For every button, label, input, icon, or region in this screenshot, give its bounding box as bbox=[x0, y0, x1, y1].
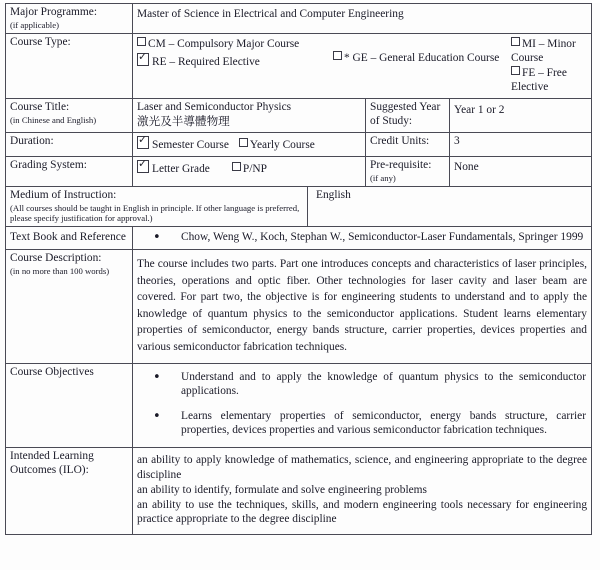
credit-units-label: Credit Units: bbox=[366, 132, 450, 156]
grading-option-letter-grade-label: Letter Grade bbox=[152, 162, 210, 175]
checkbox-unchecked-icon[interactable] bbox=[511, 66, 520, 75]
course-description-value: The course includes two parts. Part one introduces concepts and characteristics of laser principles, theories, operations and optic fiber. Other technologies for laser cavity and laser beam are covered. For part two, the objective is for engineering students to understand and to apply the knowledge of quantum physics to the semiconductor applications. Student learns elementary properties of semiconductor, energy bands structure, carrier properties, devices properties and various semiconductor fabrication techniques. bbox=[133, 250, 592, 364]
course-type-option-ge[interactable] bbox=[333, 51, 511, 66]
course-title-sublabel: (in Chinese and English) bbox=[10, 114, 97, 125]
course-type-options-cell bbox=[133, 34, 592, 99]
medium-of-instruction-label: Medium of Instruction: bbox=[10, 188, 117, 201]
credit-units-value: 3 bbox=[450, 132, 592, 156]
table-row-grading-system bbox=[6, 156, 592, 186]
course-type-option-mi[interactable] bbox=[511, 37, 589, 66]
prerequisite-sublabel: (if any) bbox=[370, 172, 396, 183]
checkbox-checked-icon[interactable] bbox=[137, 136, 149, 149]
course-title-value-english: Laser and Semiconductor Physics bbox=[137, 100, 292, 113]
major-programme-sublabel: (if applicable) bbox=[10, 19, 59, 30]
course-objectives-value-cell bbox=[133, 364, 592, 448]
course-type-label-cell bbox=[6, 34, 133, 99]
checkbox-checked-icon[interactable] bbox=[137, 53, 149, 66]
course-description-label: Course Description: bbox=[10, 252, 102, 265]
course-outline-form bbox=[5, 3, 592, 535]
text-book-list bbox=[137, 231, 586, 245]
ilo-item: an ability to apply knowledge of mathematics, science, and engineering appropriate to the degree discipline bbox=[137, 454, 588, 481]
course-objectives-label: Course Objectives bbox=[6, 364, 133, 448]
medium-of-instruction-value: English bbox=[308, 186, 592, 226]
ilo-item: an ability to identify, formulate and solve engineering problems bbox=[137, 483, 427, 496]
course-title-label: Course Title: bbox=[10, 100, 70, 113]
duration-option-semester-label: Semester Course bbox=[152, 138, 229, 151]
duration-option-semester[interactable] bbox=[137, 139, 229, 151]
table-row-course-objectives bbox=[6, 364, 592, 448]
grading-option-pnp[interactable] bbox=[232, 163, 267, 175]
course-title-value-chinese: 激光及半導體物理 bbox=[137, 114, 230, 128]
course-title-value-cell bbox=[133, 98, 366, 132]
checkbox-unchecked-icon[interactable] bbox=[511, 37, 520, 46]
table-row-medium-of-instruction bbox=[6, 186, 592, 226]
duration-options-cell bbox=[133, 132, 366, 156]
checkbox-checked-icon[interactable] bbox=[137, 160, 149, 173]
checkbox-unchecked-icon[interactable] bbox=[137, 37, 146, 46]
course-syllabus-document bbox=[0, 3, 600, 570]
grading-option-letter-grade[interactable] bbox=[137, 163, 210, 175]
suggested-year-label: Suggested Year of Study: bbox=[366, 98, 450, 132]
course-type-label: Course Type: bbox=[10, 36, 71, 49]
duration-option-yearly[interactable] bbox=[239, 139, 315, 151]
prerequisite-label-cell bbox=[366, 156, 450, 186]
ilo-value-cell bbox=[133, 448, 592, 535]
checkbox-unchecked-icon[interactable] bbox=[333, 51, 342, 60]
course-type-option-cm[interactable] bbox=[137, 37, 333, 52]
table-row-duration bbox=[6, 132, 592, 156]
course-title-label-cell bbox=[6, 98, 133, 132]
table-row-major-programme bbox=[6, 4, 592, 34]
course-description-sublabel: (in no more than 100 words) bbox=[10, 266, 110, 277]
course-type-option-fe[interactable] bbox=[511, 66, 589, 95]
duration-label: Duration: bbox=[6, 132, 133, 156]
list-item: • Understand and to apply the knowledge of quantum physics to the semiconductor applications. bbox=[153, 371, 586, 399]
prerequisite-value: None bbox=[450, 156, 592, 186]
table-row-course-description bbox=[6, 250, 592, 364]
medium-of-instruction-label-cell bbox=[6, 186, 308, 226]
course-type-option-cm-label: CM – Compulsory Major Course bbox=[148, 38, 300, 51]
medium-of-instruction-sublabel: (All courses should be taught in English in principle. If other language is preferred, please specify justification for approval.) bbox=[10, 202, 300, 224]
course-type-option-re-label: RE – Required Elective bbox=[152, 56, 260, 69]
duration-option-yearly-label: Yearly Course bbox=[249, 138, 315, 151]
course-type-option-re[interactable] bbox=[137, 53, 333, 70]
course-type-option-ge-label: * GE – General Education Course bbox=[344, 52, 500, 65]
major-programme-label-cell bbox=[6, 4, 133, 34]
ilo-label: Intended Learning Outcomes (ILO): bbox=[6, 448, 133, 535]
table-row-text-book bbox=[6, 227, 592, 250]
list-item: • Chow, Weng W., Koch, Stephan W., Semiconductor-Laser Fundamentals, Springer 1999 bbox=[153, 231, 586, 245]
ilo-item: an ability to use the techniques, skills, and modern engineering tools necessary for engineering practice appropriate to the degree discipline bbox=[137, 498, 588, 526]
major-programme-value: Master of Science in Electrical and Computer Engineering bbox=[133, 4, 592, 34]
table-row-course-title bbox=[6, 98, 592, 132]
table-row-course-type bbox=[6, 34, 592, 99]
course-type-option-mi-label: MI – Minor Course bbox=[511, 38, 576, 65]
course-objectives-list bbox=[137, 371, 586, 438]
text-book-value-cell bbox=[133, 227, 592, 250]
table-row-intended-learning-outcomes bbox=[6, 448, 592, 535]
grading-system-options-cell bbox=[133, 156, 366, 186]
major-programme-label: Major Programme: bbox=[10, 6, 97, 18]
course-description-label-cell bbox=[6, 250, 133, 364]
suggested-year-value: Year 1 or 2 bbox=[450, 98, 592, 132]
course-type-option-fe-label: FE – Free Elective bbox=[511, 66, 567, 93]
text-book-label: Text Book and Reference bbox=[6, 227, 133, 250]
grading-option-pnp-label: P/NP bbox=[242, 162, 267, 175]
prerequisite-label: Pre-requisite: bbox=[370, 158, 432, 171]
checkbox-unchecked-icon[interactable] bbox=[232, 162, 241, 171]
list-item: • Learns elementary properties of semiconductor, energy bands structure, carrier properties, devices properties and various semiconductor fabrication techniques. bbox=[153, 410, 586, 438]
checkbox-unchecked-icon[interactable] bbox=[239, 138, 248, 147]
grading-system-label: Grading System: bbox=[6, 156, 133, 186]
